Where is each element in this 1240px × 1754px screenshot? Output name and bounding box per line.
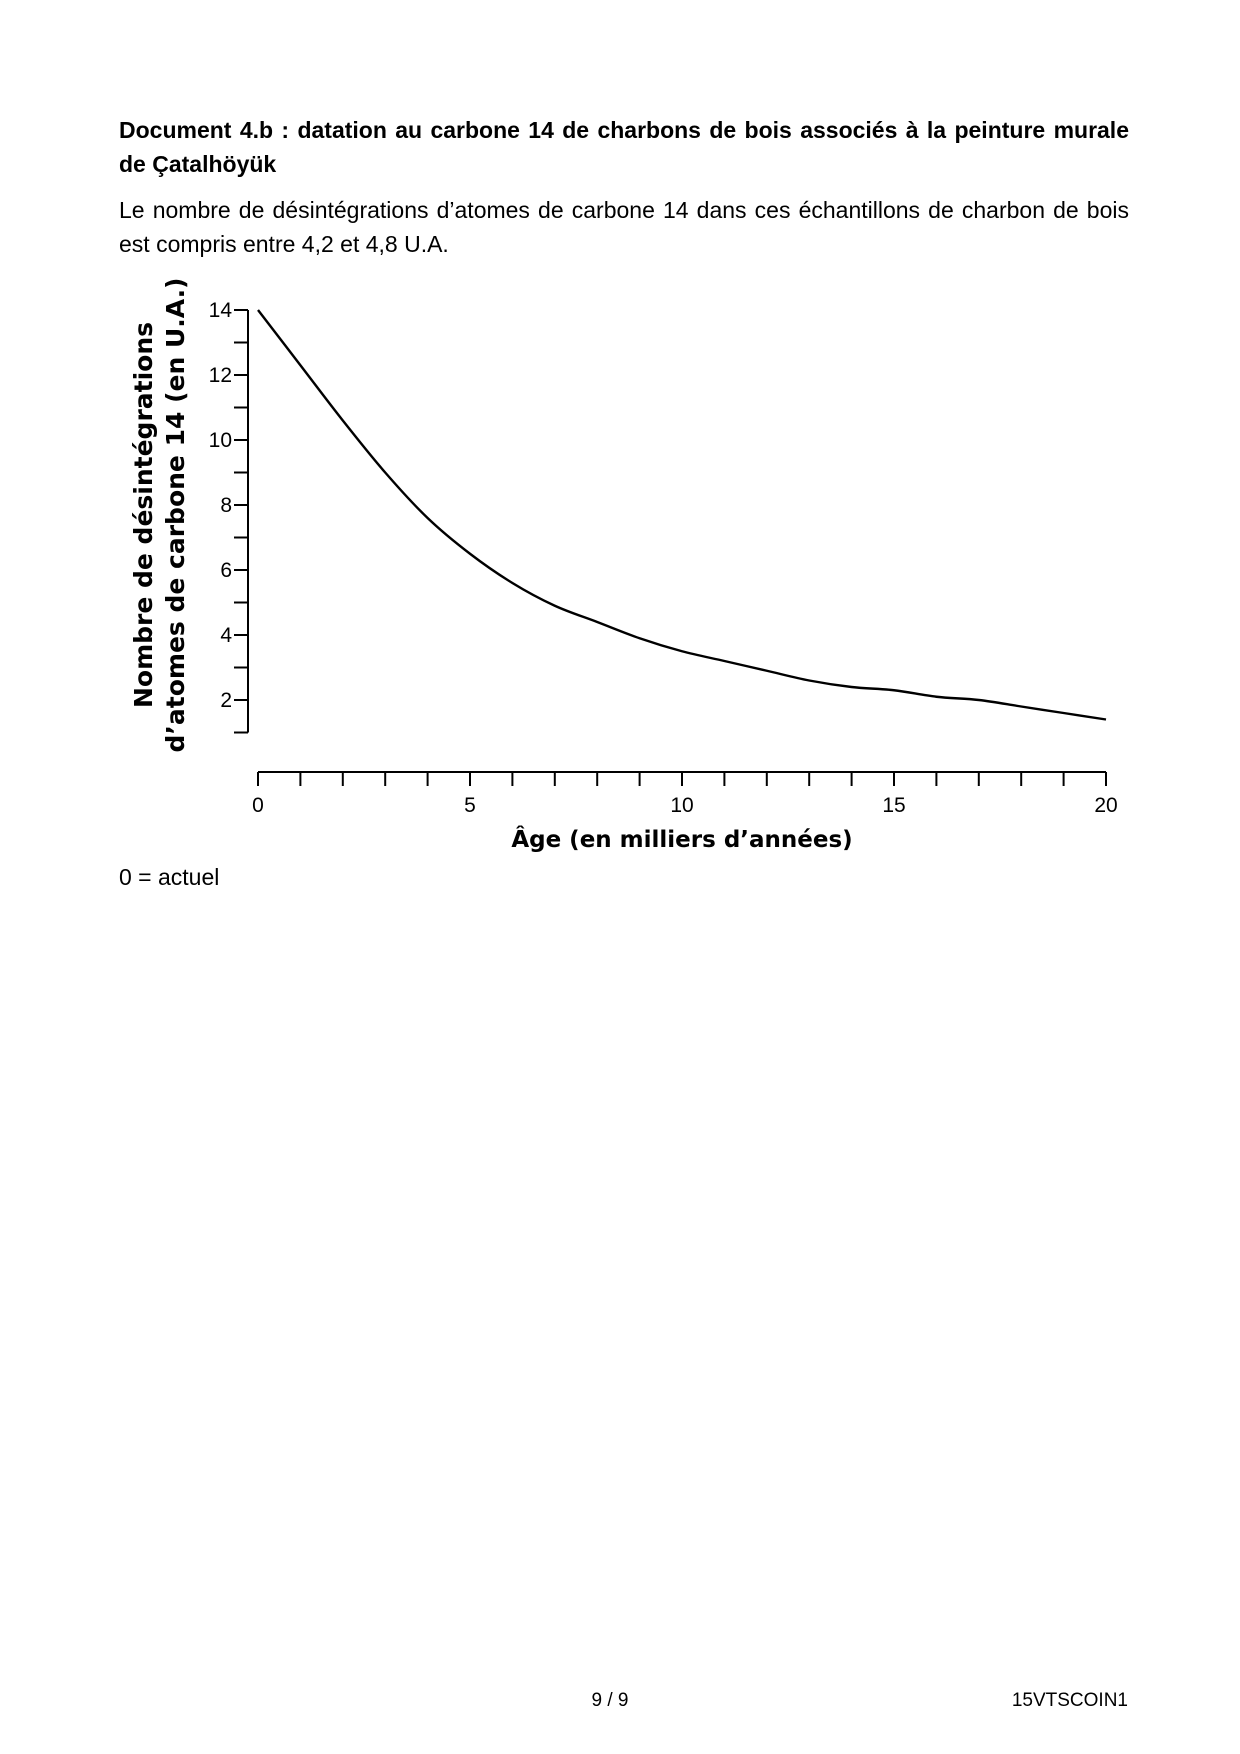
y-tick-label: 10 bbox=[208, 429, 232, 452]
y-axis bbox=[209, 299, 248, 733]
series bbox=[258, 310, 1106, 720]
series-line bbox=[258, 310, 1106, 720]
y-tick-label: 2 bbox=[220, 689, 232, 712]
x-tick-label: 15 bbox=[882, 794, 906, 817]
x-tick-label: 0 bbox=[252, 794, 264, 817]
x-tick-label: 20 bbox=[1094, 794, 1118, 817]
x-axis-label: Âge (en milliers d’années) bbox=[511, 827, 853, 853]
document-title: Document 4.b : datation au carbone 14 de charbons de bois associés à la peinture murale de Çatalhöyük bbox=[119, 117, 1129, 177]
y-tick-label: 12 bbox=[208, 364, 232, 387]
chart-note: 0 = actuel bbox=[119, 864, 220, 890]
x-axis bbox=[252, 772, 1118, 817]
y-tick-label: 14 bbox=[208, 299, 232, 322]
y-axis-label-line1: Nombre de désintégrations bbox=[129, 321, 158, 709]
x-tick-label: 10 bbox=[670, 794, 694, 817]
y-tick-label: 8 bbox=[220, 494, 232, 517]
y-tick-label: 4 bbox=[220, 624, 232, 647]
document-code: 15VTSCOIN1 bbox=[1011, 1690, 1128, 1711]
x-tick-label: 5 bbox=[464, 794, 476, 817]
y-axis-label-line2: d’atomes de carbone 14 (en U.A.) bbox=[161, 277, 190, 753]
y-tick-label: 6 bbox=[220, 559, 232, 582]
document-description: Le nombre de désintégrations d’atomes de carbone 14 dans ces échantillons de charbon de bois est compris entre 4,2 et 4,8 U.A. bbox=[119, 197, 1129, 257]
page-number: 9 / 9 bbox=[591, 1690, 629, 1711]
axis-labels bbox=[129, 278, 853, 854]
